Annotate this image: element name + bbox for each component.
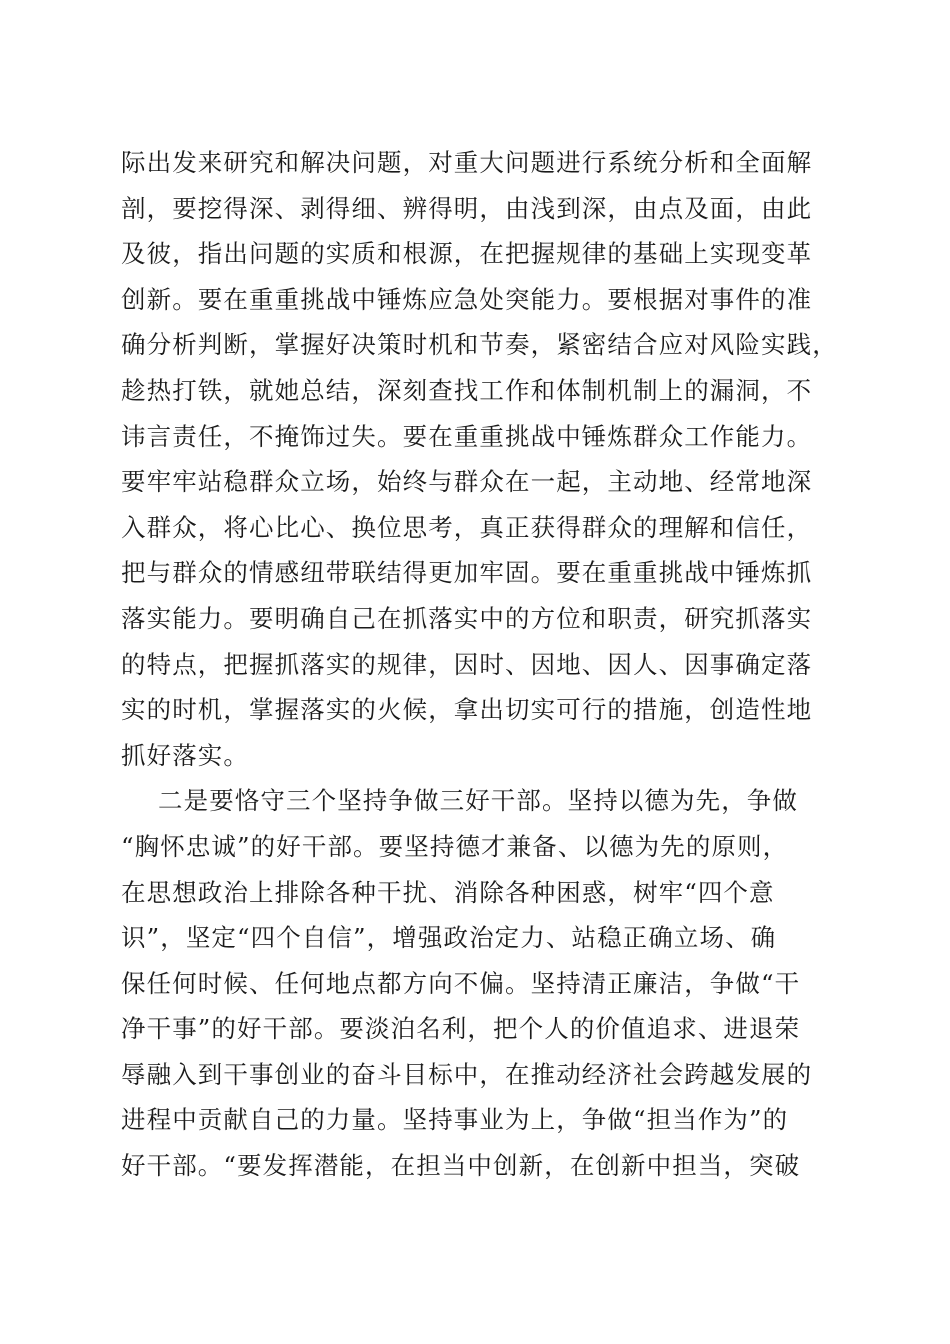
text-line: 辱融入到干事创业的奋斗目标中，在推动经济社会跨越发展的 — [121, 1059, 813, 1089]
text-line: 要牢牢站稳群众立场，始终与群众在一起，主动地、经常地深 — [121, 467, 813, 497]
text-line: 在思想政治上排除各种干扰、消除各种困惑，树牢“四个意 — [121, 877, 775, 907]
text-line: 确分析判断，掌握好决策时机和节奏，紧密结合应对风险实践， — [121, 330, 838, 360]
text-line: 好干部。“要发挥潜能，在担当中创新，在创新中担当，突破 — [121, 1151, 801, 1181]
text-line: 际出发来研究和解决问题，对重大问题进行系统分析和全面解 — [121, 148, 813, 177]
paragraph-start-line: 二是要恪守三个坚持争做三好干部。坚持以德为先，争做 — [158, 786, 798, 816]
text-line: 创新。要在重重挑战中锤炼应急处突能力。要根据对事件的准 — [121, 284, 813, 314]
text-line: 讳言责任，不掩饰过失。要在重重挑战中锤炼群众工作能力。 — [121, 421, 813, 451]
text-line: 进程中贡献自己的力量。坚持事业为上，争做“担当作为”的 — [121, 1105, 789, 1135]
text-line: 及彼，指出问题的实质和根源，在把握规律的基础上实现变革 — [121, 239, 813, 269]
text-line: 的特点，把握抓落实的规律，因时、因地、因人、因事确定落 — [121, 649, 813, 679]
text-line: 保任何时候、任何地点都方向不偏。坚持清正廉洁，争做“干 — [121, 968, 801, 998]
text-line: 抓好落实。 — [121, 740, 249, 770]
text-line: 入群众，将心比心、换位思考，真正获得群众的理解和信任， — [121, 512, 813, 542]
text-line: 趁热打铁，就她总结，深刻查找工作和体制机制上的漏洞，不 — [121, 375, 813, 405]
text-line: 识”，坚定“四个自信”，增强政治定力、站稳正确立场、确 — [121, 923, 777, 953]
text-line: 把与群众的情感纽带联结得更加牢固。要在重重挑战中锤炼抓 — [121, 558, 813, 588]
text-line: 实的时机，掌握落实的火候，拿出切实可行的措施，创造性地 — [121, 695, 813, 725]
text-line: 净干事”的好干部。要淡泊名利，把个人的价值追求、进退荣 — [121, 1014, 801, 1044]
body-text — [121, 140, 841, 1189]
text-line: 落实能力。要明确自己在抓落实中的方位和职责，研究抓落实 — [121, 603, 813, 633]
text-line: “胸怀忠诚”的好干部。要坚持德才兼备、以德为先的原则， — [121, 831, 789, 861]
text-line: 剖，要挖得深、剥得细、辨得明，由浅到深，由点及面，由此 — [121, 193, 813, 223]
